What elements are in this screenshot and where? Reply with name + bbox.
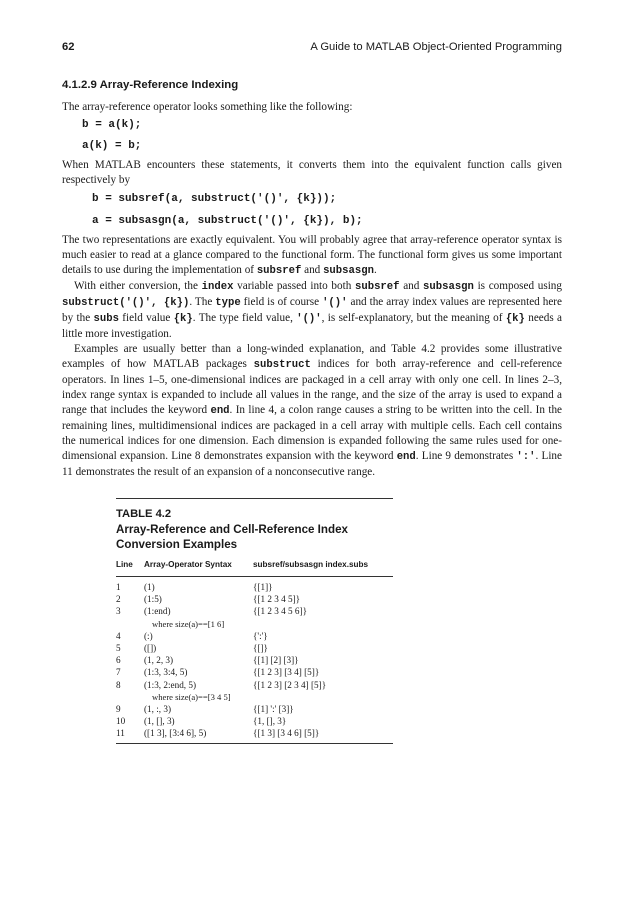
cell-syntax: (1:5): [144, 594, 162, 605]
table-row: [116, 605, 393, 617]
cell-line: 8: [116, 679, 121, 690]
table-row: [116, 703, 393, 715]
table-row: [116, 679, 393, 691]
cell-line: 5: [116, 643, 121, 654]
cell-syntax: (1): [144, 582, 155, 592]
table-bottom-rule: [116, 743, 393, 744]
table-row: [116, 630, 393, 642]
paragraph-examples: Examples are usually better than a long-winded explanation, and Table 4.2 provides some illustrative examples of how MATLAB packages substruct indices for both array-reference and cell-reference operators. In lines 1–5, one-dimensional indices are packaged in a cell array with only one cell. In lines 2–3, index range syntax is expanded to include all values in the range, and the size of the array is used to expand a range that includes the keyword end. In line 4, a colon range causes a string to be written into the cell. In the remaining lines, multidimensional indices are packaged in a cell array with multiple cells. Each cell contains the numerical indices for one dimension. Each dimension is expanded following the same rules used for one-dimensional expansion. Line 8 demonstrates expansion with the keyword end. Line 9 demonstrates ':'. Line 11 demonstrates the result of an expansion of a nonconsecutive range.: [62, 343, 563, 478]
cell-syntax: (1, [], 3): [144, 716, 175, 727]
paragraph-equivalence: The two representations are exactly equivalent. You will probably agree that array-reference operator syntax is much easier to read at a glance compared to the functional form. The functional form gives us some important details to use during the implementation of subsref and subsasgn.: [62, 234, 562, 277]
converts-text: When MATLAB encounters these statements, it converts them into the equivalent function calls given respectively by: [62, 159, 562, 186]
conversion-table: [116, 552, 393, 740]
table-note-row: [116, 618, 393, 630]
header-subs: subsref/subsasgn index.subs: [253, 559, 369, 569]
code-line: a(k) = b;: [82, 140, 142, 152]
cell-subs: {[1] [2] [3]}: [253, 655, 299, 666]
cell-empty: [253, 618, 393, 630]
running-header: [62, 40, 562, 54]
code-line: b = subsref(a, substruct('()', {k}));: [92, 193, 337, 205]
cell-line: 7: [116, 667, 121, 678]
table-row: [116, 666, 393, 678]
header-syntax: Array-Operator Syntax: [144, 559, 232, 569]
cell-syntax: (:): [144, 630, 153, 641]
intro-text: The array-reference operator looks something like the following:: [62, 101, 353, 113]
cell-subs: {1, [], 3}: [253, 716, 287, 727]
cell-subs: {[1 2 3 4 5 6]}: [253, 606, 307, 617]
cell-syntax: (1:3, 2:end, 5): [144, 679, 197, 690]
cell-line: 4: [116, 630, 121, 641]
table-row: [116, 577, 393, 594]
cell-subs: {[1 2 3] [2 3 4] [5]}: [253, 679, 327, 690]
cell-line: 2: [116, 594, 121, 605]
cell-note: where size(a)==[3 4 5]: [152, 691, 231, 702]
cell-line: 11: [116, 728, 125, 739]
cell-line: 6: [116, 655, 121, 666]
cell-line: 3: [116, 606, 121, 617]
cell-empty: [116, 618, 144, 630]
header-line: Line: [116, 559, 133, 569]
table-row: [116, 727, 393, 739]
cell-subs: {[1 2 3] [3 4] [5]}: [253, 667, 320, 678]
cell-syntax: (1, :, 3): [144, 704, 172, 715]
table-title-line2: Conversion Examples: [116, 538, 238, 551]
cell-empty: [116, 691, 144, 703]
section-heading: 4.1.2.9 Array-Reference Indexing: [62, 79, 239, 91]
cell-subs: {[1 3] [3 4 6] [5]}: [253, 728, 320, 739]
table-row: [116, 593, 393, 605]
page: [62, 40, 562, 480]
code-line: b = a(k);: [82, 119, 142, 131]
table-top-rule: [116, 498, 393, 499]
cell-empty: [253, 691, 393, 703]
page-number: 62: [62, 41, 75, 53]
cell-line: 9: [116, 704, 121, 715]
cell-subs: {[1]}: [253, 582, 273, 592]
table-header-row: [116, 552, 393, 577]
code-line: a = subsasgn(a, substruct('()', {k}), b);: [92, 215, 363, 227]
cell-line: 1: [116, 582, 121, 592]
table-4-2: [116, 498, 393, 744]
cell-subs: {[1] ':' [3]}: [253, 704, 294, 715]
table-body: [116, 577, 393, 740]
cell-subs: {':'}: [253, 630, 268, 641]
table-label: TABLE 4.2: [116, 508, 172, 520]
cell-subs: {[1 2 3 4 5]}: [253, 594, 301, 605]
table-row: [116, 642, 393, 654]
cell-syntax: (1, 2, 3): [144, 655, 174, 666]
cell-syntax: (1:end): [144, 606, 171, 617]
cell-syntax: (1:3, 3:4, 5): [144, 667, 188, 678]
table-row: [116, 654, 393, 666]
cell-syntax: ([]): [144, 643, 157, 654]
cell-syntax: ([1 3], [3:4 6], 5): [144, 728, 207, 739]
table-row: [116, 715, 393, 727]
cell-note: where size(a)==[1 6]: [152, 618, 225, 629]
paragraph-conversion: With either conversion, the index variable passed into both subsref and subsasgn is composed using substruct('()', {k}). The type field is of course '()' and the array index values are represented here by the subs field value {k}. The type field value, '()', is self-explanatory, but the meaning of {k} needs a little more investigation.: [62, 280, 562, 340]
table-title-line1: Array-Reference and Cell-Reference Index: [116, 523, 348, 536]
code-block-operators: [82, 118, 562, 154]
code-block-functions: [92, 192, 562, 229]
running-title: A Guide to MATLAB Object-Oriented Programming: [310, 41, 562, 53]
table-note-row: [116, 691, 393, 703]
cell-line: 10: [116, 716, 126, 727]
cell-subs: {[]}: [253, 643, 268, 654]
